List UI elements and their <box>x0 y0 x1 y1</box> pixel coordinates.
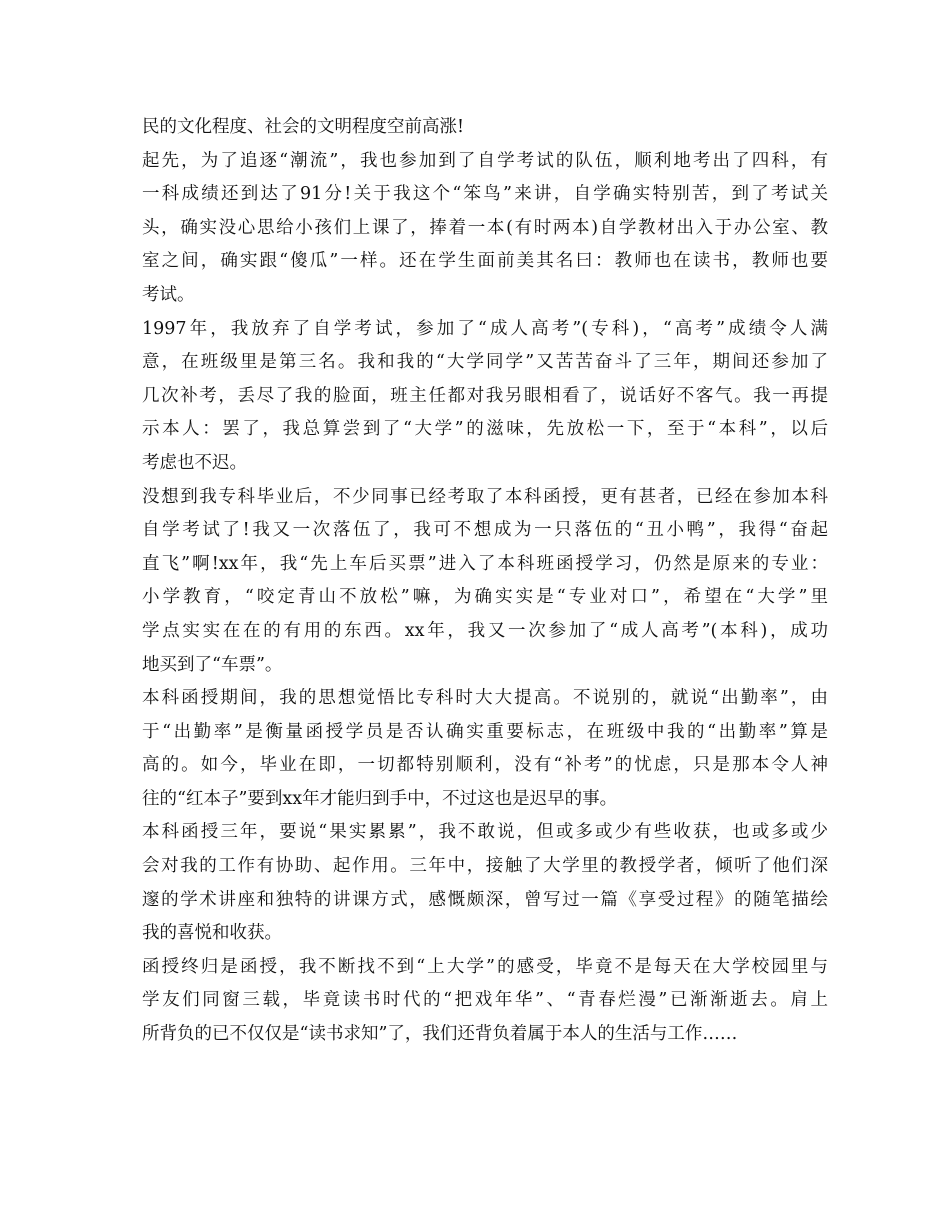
paragraph <box>142 816 828 950</box>
text-line: 往的“红本子”要到xx年才能归到手中，不过这也是迟早的事。 <box>142 788 618 809</box>
text-line: 本科函授三年，要说“果实累累”，我不敢说，但或多或少有些收获，也或多或少 <box>142 822 828 843</box>
text-line: 小学教育，“咬定青山不放松”嘛，为确实实是“专业对口”，希望在“大学”里 <box>142 587 828 608</box>
text-line: 所背负的已不仅仅是“读书求知”了，我们还背负着属于本人的生活与工作…… <box>142 1024 738 1045</box>
text-line: 函授终归是函授，我不断找不到“上大学”的感受，毕竟不是每天在大学校园里与 <box>142 956 828 977</box>
text-line: 地买到了“车票”。 <box>142 654 283 675</box>
text-line: 一科成绩还到达了91分!关于我这个“笨鸟”来讲，自学确实特别苦，到了考试关 <box>142 184 828 205</box>
text-line: 意，在班级里是第三名。我和我的“大学同学”又苦苦奋斗了三年，期间还参加了 <box>142 352 828 373</box>
text-line: 1997年，我放弃了自学考试，参加了“成人高考”(专科)，“高考”成绩令人满 <box>142 318 828 339</box>
paragraph <box>142 111 828 145</box>
text-line: 我的喜悦和收获。 <box>142 923 282 944</box>
text-line: 示本人：罢了，我总算尝到了“大学”的滋味，先放松一下，至于“本科”，以后 <box>142 419 828 440</box>
text-line: 起先，为了追逐“潮流”，我也参加到了自学考试的队伍，顺利地考出了四科，有 <box>142 150 828 171</box>
paragraph <box>142 481 828 683</box>
text-line: 考虑也不迟。 <box>142 452 247 473</box>
text-line: 会对我的工作有协助、起作用。三年中，接触了大学里的教授学者，倾听了他们深 <box>142 856 828 877</box>
text-line: 考试。 <box>142 284 195 305</box>
paragraph <box>142 145 828 313</box>
text-line: 学友们同窗三载，毕竟读书时代的“把戏年华”、“青春烂漫”已渐渐逝去。肩上 <box>142 990 828 1011</box>
text-line: 没想到我专科毕业后，不少同事已经考取了本科函授，更有甚者，已经在参加本科 <box>142 486 828 507</box>
paragraph <box>142 682 828 816</box>
text-line: 室之间，确实跟“傻瓜”一样。还在学生面前美其名曰：教师也在读书，教师也要 <box>142 251 828 272</box>
text-line: 高的。如今，毕业在即，一切都特别顺利，没有“补考”的忧虑，只是那本令人神 <box>142 755 828 776</box>
text-line: 学点实实在在的有用的东西。xx年，我又一次参加了“成人高考”(本科)，成功 <box>142 620 828 641</box>
text-line: 民的文化程度、社会的文明程度空前高涨! <box>142 117 465 137</box>
paragraph <box>142 313 828 481</box>
text-line: 邃的学术讲座和独特的讲课方式，感慨颇深，曾写过一篇《享受过程》的随笔描绘 <box>142 889 828 910</box>
text-line: 本科函授期间，我的思想觉悟比专科时大大提高。不说别的，就说“出勤率”，由 <box>142 688 828 709</box>
text-line: 头，确实没心思给小孩们上课了，捧着一本(有时两本)自学教材出入于办公室、教 <box>142 217 828 238</box>
paragraph <box>142 951 828 1052</box>
text-line: 于“出勤率”是衡量函授学员是否认确实重要标志，在班级中我的“出勤率”算是 <box>142 721 828 742</box>
text-line: 直飞”啊!xx年，我“先上车后买票”进入了本科班函授学习，仍然是原来的专业： <box>142 553 828 574</box>
document-page <box>142 111 828 1052</box>
text-line: 几次补考，丢尽了我的脸面，班主任都对我另眼相看了，说话好不客气。我一再提 <box>142 385 828 406</box>
text-line: 自学考试了!我又一次落伍了，我可不想成为一只落伍的“丑小鸭”，我得“奋起 <box>142 520 828 541</box>
